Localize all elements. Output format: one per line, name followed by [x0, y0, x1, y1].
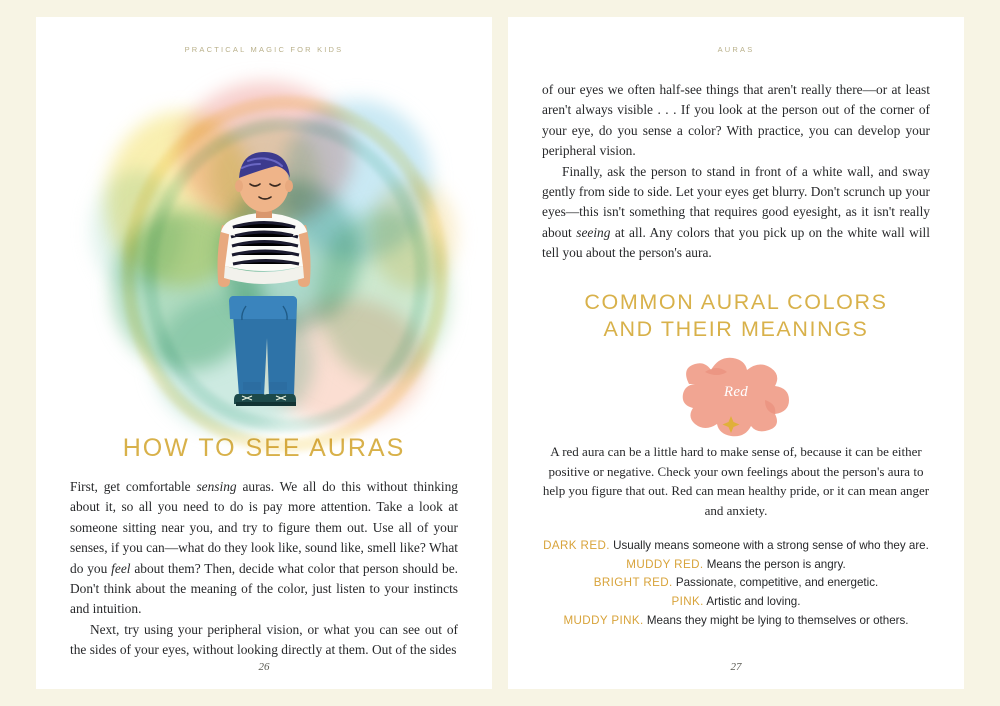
left-body-text — [70, 477, 458, 660]
page-number-right: 27 — [730, 661, 742, 673]
meaning-term: MUDDY RED. — [626, 557, 704, 571]
meaning-term: PINK. — [671, 595, 704, 609]
aural-color-meanings-list — [542, 537, 930, 631]
list-item — [542, 612, 930, 631]
section-title — [542, 289, 930, 341]
boy-figure-icon — [70, 60, 458, 432]
section-title-line-1: COMMON AURAL COLORS — [584, 290, 888, 315]
page-title: HOW TO SEE AURAS — [122, 434, 406, 462]
list-item — [542, 593, 930, 612]
paragraph: First, get comfortable sensing auras. We all do this without thinking about it, so all you need to do is pay more attention. Take a look at someone sitting near you, and try to figure them out. Use all of your senses, if you can—what do they look like, sound like, smell like? What do you feel about them? Then, decide what color that person should be. Don't think about the meaning of the color, just listen to your instincts and intuition. — [70, 479, 458, 617]
meaning-text: Means they might be lying to themselves or others. — [643, 613, 909, 627]
paragraph: Finally, ask the person to stand in front of a white wall, and sway gently from side to side. Let your eyes get blurry. Don't scrunch up your eyes—this isn't something that requires good eyesight, as it isn't really about seeing at all. Any colors that you pick up on the white wall will tell you about the person's aura. — [542, 163, 930, 260]
list-item — [542, 556, 930, 575]
running-head-right: AURAS — [717, 45, 755, 54]
aura-description: A red aura can be a little hard to make sense of, because it can be either positive or negative. Check your own feelings about the person's aura to help you figure that out. Red can mean healthy pride, or it can mean anger and anxiety. — [542, 443, 930, 519]
aura-illustration — [70, 60, 458, 432]
running-head-left: PRACTICAL MAGIC FOR KIDS — [184, 45, 344, 54]
meaning-text: Means the person is angry. — [703, 557, 846, 571]
left-page — [36, 17, 492, 689]
right-body-text — [542, 80, 930, 263]
meaning-term: DARK RED. — [543, 538, 610, 552]
meaning-term: MUDDY PINK. — [563, 613, 644, 627]
red-aura-swatch — [661, 350, 811, 438]
meaning-text: Artistic and loving. — [703, 595, 801, 609]
page-number-left: 26 — [258, 661, 270, 673]
right-page — [508, 17, 964, 689]
aura-color-label: Red — [723, 383, 749, 400]
paragraph: Next, try using your peripheral vision, or what you can see out of the sides of your eyes, without looking directly at them. Out of the sides — [70, 621, 458, 657]
meaning-term: BRIGHT RED. — [593, 576, 673, 590]
section-title-line-2: AND THEIR MEANINGS — [603, 316, 869, 341]
list-item — [542, 537, 930, 556]
list-item — [542, 574, 930, 593]
paragraph: of our eyes we often half-see things that aren't really there—or at least aren't always visible . . . If you look at the person out of the corner of your eye, do you sense a color? With practice, you can develop your peripheral vision. — [542, 82, 930, 159]
meaning-text: Passionate, competitive, and energetic. — [672, 576, 879, 590]
meaning-text: Usually means someone with a strong sense of who they are. — [609, 538, 929, 552]
